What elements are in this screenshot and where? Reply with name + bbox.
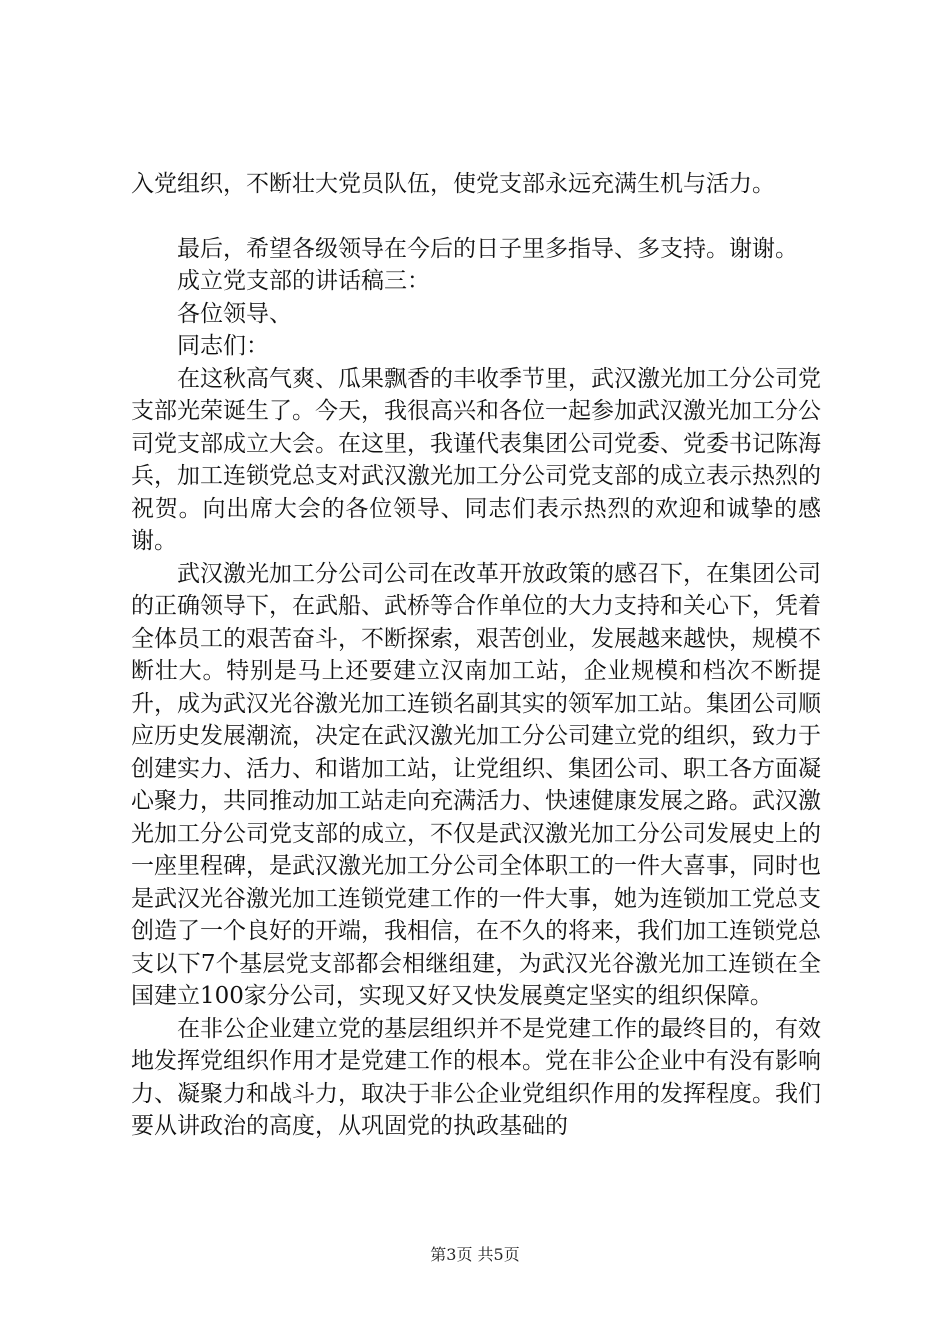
paragraph-opening: 在这秋高气爽、瓜果飘香的丰收季节里，武汉激光加工分公司党支部光荣诞生了。今天，我很高兴和各位一起参加武汉激光加工分公司党支部成立大会。在这里，我谨代表集团公司党委、党委书记陈海兵，加工连锁党总支对武汉激光加工分公司党支部的成立表示热烈的祝贺。向出席大会的各位领导、同志们表示热烈的欢迎和诚挚的感谢。 (131, 365, 821, 554)
page-footer: 第3页 共5页 (430, 1245, 520, 1264)
document-body (131, 168, 821, 1143)
paragraph-closing: 最后，希望各级领导在今后的日子里多指导、多支持。谢谢。 (177, 235, 798, 262)
paragraph-company-development: 武汉激光加工分公司公司在改革开放政策的感召下，在集团公司的正确领导下，在武船、武桥等合作单位的大力支持和关心下，凭着全体员工的艰苦奋斗，不断探索，艰苦创业，发展越来越快，规模不断壮大。特别是马上还要建立汉南加工站，企业规模和档次不断提升，成为武汉光谷激光加工连锁名副其实的领军加工站。集团公司顺应历史发展潮流，决定在武汉激光加工分公司建立党的组织，致力于创建实力、活力、和谐加工站，让党组织、集团公司、职工各方面凝心聚力，共同推动加工站走向充满活力、快速健康发展之路。武汉激光加工分公司党支部的成立，不仅是武汉激光加工分公司发展史上的一座里程碑，是武汉激光加工分公司全体职工的一件大喜事，同时也是武汉光谷激光加工连锁党建工作的一件大事，她为连锁加工党总支创造了一个良好的开端，我相信，在不久的将来，我们加工连锁党总支以下7个基层党支部都会相继组建，为武汉光谷激光加工连锁在全国建立100家分公司，实现又好又快发展奠定坚实的组织保障。 (131, 560, 821, 1009)
paragraph-gap (131, 201, 821, 233)
paragraph-continuation: 入党组织，不断壮大党员队伍，使党支部永远充满生机与活力。 (131, 171, 775, 197)
section-heading: 成立党支部的讲话稿三： (177, 268, 430, 294)
paragraph-party-role: 在非公企业建立党的基层组织并不是党建工作的最终目的，有效地发挥党组织作用才是党建工作的根本。党在非公企业中有没有影响力、凝聚力和战斗力，取决于非公企业党组织作用的发挥程度。我们要从讲政治的高度，从巩固党的执政基础的 (131, 1015, 821, 1139)
salutation-comrades: 同志们： (177, 333, 269, 359)
salutation-leaders: 各位领导、 (177, 300, 292, 327)
